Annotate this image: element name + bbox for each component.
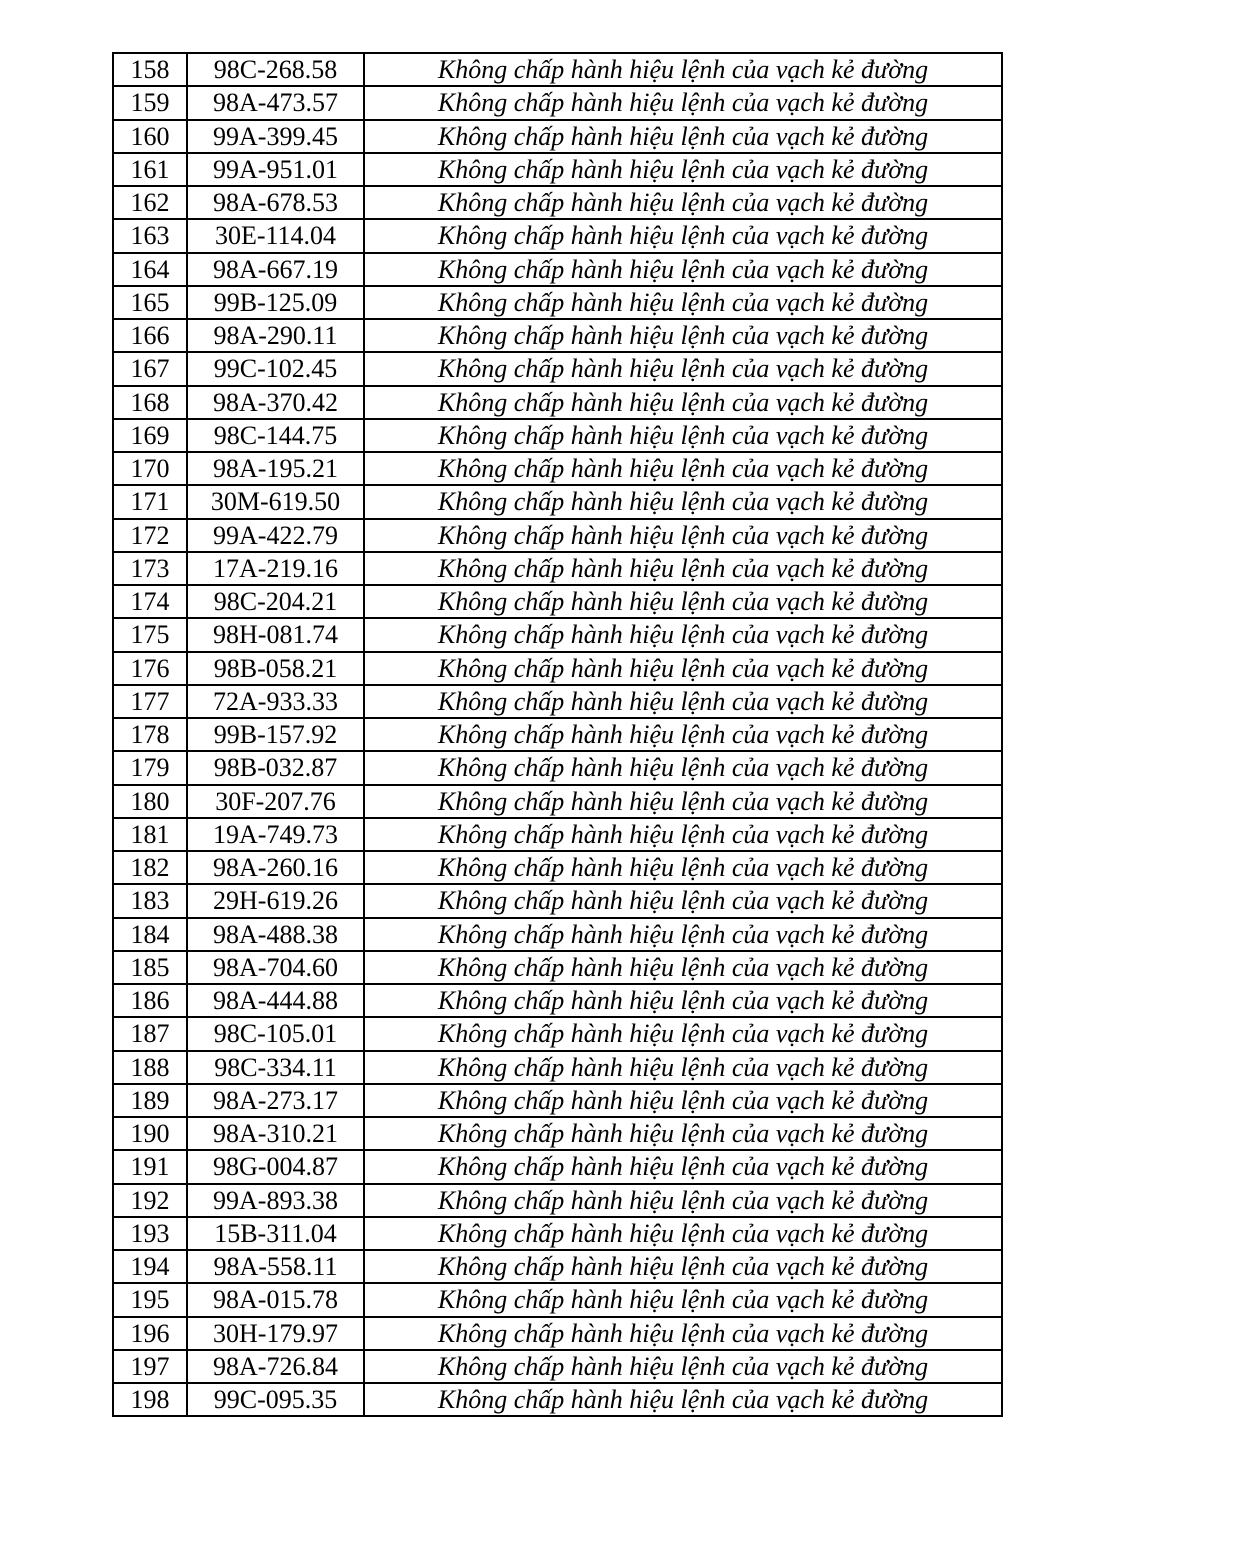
row-number-cell: 193	[113, 1217, 187, 1250]
row-number-cell: 168	[113, 386, 187, 419]
row-number-cell: 175	[113, 618, 187, 651]
row-number-cell: 169	[113, 419, 187, 452]
license-plate-cell: 98B-032.87	[187, 751, 364, 784]
violation-cell: Không chấp hành hiệu lệnh của vạch kẻ đường	[364, 186, 1002, 219]
license-plate-cell: 98A-273.17	[187, 1084, 364, 1117]
license-plate-cell: 98C-105.01	[187, 1017, 364, 1050]
row-number-cell: 163	[113, 219, 187, 252]
license-plate-cell: 99C-095.35	[187, 1383, 364, 1416]
row-number-cell: 167	[113, 352, 187, 385]
license-plate-cell: 98A-558.11	[187, 1250, 364, 1283]
table-row	[113, 818, 1002, 851]
violation-cell: Không chấp hành hiệu lệnh của vạch kẻ đường	[364, 785, 1002, 818]
row-number-cell: 179	[113, 751, 187, 784]
row-number-cell: 178	[113, 718, 187, 751]
violation-cell: Không chấp hành hiệu lệnh của vạch kẻ đường	[364, 1117, 1002, 1150]
table-row	[113, 219, 1002, 252]
violation-cell: Không chấp hành hiệu lệnh của vạch kẻ đường	[364, 452, 1002, 485]
violation-cell: Không chấp hành hiệu lệnh của vạch kẻ đường	[364, 1150, 1002, 1183]
violation-cell: Không chấp hành hiệu lệnh của vạch kẻ đường	[364, 585, 1002, 618]
violation-cell: Không chấp hành hiệu lệnh của vạch kẻ đường	[364, 1283, 1002, 1316]
violation-cell: Không chấp hành hiệu lệnh của vạch kẻ đường	[364, 153, 1002, 186]
violation-cell: Không chấp hành hiệu lệnh của vạch kẻ đường	[364, 319, 1002, 352]
violation-cell: Không chấp hành hiệu lệnh của vạch kẻ đường	[364, 253, 1002, 286]
row-number-cell: 189	[113, 1084, 187, 1117]
table-row	[113, 1317, 1002, 1350]
table-row	[113, 984, 1002, 1017]
row-number-cell: 191	[113, 1150, 187, 1183]
violation-cell: Không chấp hành hiệu lệnh của vạch kẻ đường	[364, 219, 1002, 252]
row-number-cell: 195	[113, 1283, 187, 1316]
license-plate-cell: 98A-290.11	[187, 319, 364, 352]
row-number-cell: 190	[113, 1117, 187, 1150]
table-row	[113, 652, 1002, 685]
row-number-cell: 173	[113, 552, 187, 585]
row-number-cell: 192	[113, 1184, 187, 1217]
license-plate-cell: 99A-399.45	[187, 120, 364, 153]
license-plate-cell: 30F-207.76	[187, 785, 364, 818]
violation-cell: Không chấp hành hiệu lệnh của vạch kẻ đường	[364, 652, 1002, 685]
violation-cell: Không chấp hành hiệu lệnh của vạch kẻ đường	[364, 751, 1002, 784]
violation-cell: Không chấp hành hiệu lệnh của vạch kẻ đường	[364, 552, 1002, 585]
row-number-cell: 160	[113, 120, 187, 153]
license-plate-cell: 98A-015.78	[187, 1283, 364, 1316]
table-row	[113, 951, 1002, 984]
table-body	[113, 53, 1002, 1416]
row-number-cell: 183	[113, 884, 187, 917]
license-plate-cell: 29H-619.26	[187, 884, 364, 917]
table-row	[113, 1184, 1002, 1217]
row-number-cell: 170	[113, 452, 187, 485]
license-plate-cell: 98H-081.74	[187, 618, 364, 651]
license-plate-cell: 98C-334.11	[187, 1051, 364, 1084]
violation-cell: Không chấp hành hiệu lệnh của vạch kẻ đường	[364, 951, 1002, 984]
table-row	[113, 519, 1002, 552]
row-number-cell: 188	[113, 1051, 187, 1084]
table-row	[113, 1150, 1002, 1183]
license-plate-cell: 98C-204.21	[187, 585, 364, 618]
license-plate-cell: 17A-219.16	[187, 552, 364, 585]
row-number-cell: 166	[113, 319, 187, 352]
license-plate-cell: 98A-726.84	[187, 1350, 364, 1383]
license-plate-cell: 15B-311.04	[187, 1217, 364, 1250]
table-row	[113, 86, 1002, 119]
row-number-cell: 186	[113, 984, 187, 1017]
table-row	[113, 618, 1002, 651]
violation-cell: Không chấp hành hiệu lệnh của vạch kẻ đường	[364, 1250, 1002, 1283]
violation-cell: Không chấp hành hiệu lệnh của vạch kẻ đường	[364, 1217, 1002, 1250]
violation-cell: Không chấp hành hiệu lệnh của vạch kẻ đường	[364, 884, 1002, 917]
violation-cell: Không chấp hành hiệu lệnh của vạch kẻ đường	[364, 352, 1002, 385]
license-plate-cell: 98C-268.58	[187, 53, 364, 86]
violation-cell: Không chấp hành hiệu lệnh của vạch kẻ đường	[364, 1051, 1002, 1084]
table-row	[113, 485, 1002, 518]
license-plate-cell: 98A-488.38	[187, 918, 364, 951]
table-row	[113, 352, 1002, 385]
table-row	[113, 1117, 1002, 1150]
violation-cell: Không chấp hành hiệu lệnh của vạch kẻ đường	[364, 53, 1002, 86]
row-number-cell: 187	[113, 1017, 187, 1050]
table-row	[113, 186, 1002, 219]
row-number-cell: 176	[113, 652, 187, 685]
violation-cell: Không chấp hành hiệu lệnh của vạch kẻ đường	[364, 1383, 1002, 1416]
row-number-cell: 182	[113, 851, 187, 884]
table-row	[113, 1217, 1002, 1250]
license-plate-cell: 98G-004.87	[187, 1150, 364, 1183]
violation-cell: Không chấp hành hiệu lệnh của vạch kẻ đường	[364, 86, 1002, 119]
violation-cell: Không chấp hành hiệu lệnh của vạch kẻ đường	[364, 419, 1002, 452]
violation-cell: Không chấp hành hiệu lệnh của vạch kẻ đường	[364, 286, 1002, 319]
row-number-cell: 180	[113, 785, 187, 818]
table-row	[113, 452, 1002, 485]
license-plate-cell: 98A-260.16	[187, 851, 364, 884]
table-row	[113, 253, 1002, 286]
violation-cell: Không chấp hành hiệu lệnh của vạch kẻ đường	[364, 519, 1002, 552]
table-row	[113, 785, 1002, 818]
violation-cell: Không chấp hành hiệu lệnh của vạch kẻ đường	[364, 1317, 1002, 1350]
table-row	[113, 1051, 1002, 1084]
license-plate-cell: 98A-370.42	[187, 386, 364, 419]
violation-cell: Không chấp hành hiệu lệnh của vạch kẻ đường	[364, 918, 1002, 951]
license-plate-cell: 72A-933.33	[187, 685, 364, 718]
table-row	[113, 585, 1002, 618]
license-plate-cell: 99A-422.79	[187, 519, 364, 552]
table-row	[113, 120, 1002, 153]
violation-cell: Không chấp hành hiệu lệnh của vạch kẻ đường	[364, 485, 1002, 518]
violation-cell: Không chấp hành hiệu lệnh của vạch kẻ đường	[364, 718, 1002, 751]
table-row	[113, 1383, 1002, 1416]
license-plate-cell: 19A-749.73	[187, 818, 364, 851]
license-plate-cell: 98A-195.21	[187, 452, 364, 485]
row-number-cell: 171	[113, 485, 187, 518]
license-plate-cell: 98A-444.88	[187, 984, 364, 1017]
license-plate-cell: 98A-473.57	[187, 86, 364, 119]
violation-cell: Không chấp hành hiệu lệnh của vạch kẻ đường	[364, 386, 1002, 419]
table-row	[113, 718, 1002, 751]
license-plate-cell: 30E-114.04	[187, 219, 364, 252]
violation-cell: Không chấp hành hiệu lệnh của vạch kẻ đường	[364, 851, 1002, 884]
violation-cell: Không chấp hành hiệu lệnh của vạch kẻ đường	[364, 685, 1002, 718]
table-row	[113, 1283, 1002, 1316]
violation-cell: Không chấp hành hiệu lệnh của vạch kẻ đường	[364, 618, 1002, 651]
row-number-cell: 177	[113, 685, 187, 718]
row-number-cell: 162	[113, 186, 187, 219]
row-number-cell: 158	[113, 53, 187, 86]
table-row	[113, 851, 1002, 884]
row-number-cell: 196	[113, 1317, 187, 1350]
violation-cell: Không chấp hành hiệu lệnh của vạch kẻ đường	[364, 1084, 1002, 1117]
license-plate-cell: 98A-704.60	[187, 951, 364, 984]
license-plate-cell: 99A-893.38	[187, 1184, 364, 1217]
license-plate-cell: 98A-310.21	[187, 1117, 364, 1150]
license-plate-cell: 98A-667.19	[187, 253, 364, 286]
violation-cell: Không chấp hành hiệu lệnh của vạch kẻ đường	[364, 818, 1002, 851]
row-number-cell: 194	[113, 1250, 187, 1283]
table-row	[113, 552, 1002, 585]
license-plate-cell: 99A-951.01	[187, 153, 364, 186]
row-number-cell: 164	[113, 253, 187, 286]
license-plate-cell: 99B-157.92	[187, 718, 364, 751]
violation-cell: Không chấp hành hiệu lệnh của vạch kẻ đường	[364, 984, 1002, 1017]
table-row	[113, 419, 1002, 452]
violation-cell: Không chấp hành hiệu lệnh của vạch kẻ đường	[364, 1350, 1002, 1383]
table-row	[113, 286, 1002, 319]
license-plate-cell: 98A-678.53	[187, 186, 364, 219]
row-number-cell: 161	[113, 153, 187, 186]
table-row	[113, 1350, 1002, 1383]
table-row	[113, 386, 1002, 419]
row-number-cell: 197	[113, 1350, 187, 1383]
table-row	[113, 53, 1002, 86]
row-number-cell: 159	[113, 86, 187, 119]
table-row	[113, 1250, 1002, 1283]
row-number-cell: 198	[113, 1383, 187, 1416]
license-plate-cell: 98C-144.75	[187, 419, 364, 452]
table-row	[113, 884, 1002, 917]
violation-cell: Không chấp hành hiệu lệnh của vạch kẻ đường	[364, 1017, 1002, 1050]
table-row	[113, 153, 1002, 186]
table-row	[113, 1084, 1002, 1117]
license-plate-cell: 30M-619.50	[187, 485, 364, 518]
license-plate-cell: 99C-102.45	[187, 352, 364, 385]
table-row	[113, 1017, 1002, 1050]
row-number-cell: 184	[113, 918, 187, 951]
violation-cell: Không chấp hành hiệu lệnh của vạch kẻ đường	[364, 1184, 1002, 1217]
table-row	[113, 319, 1002, 352]
row-number-cell: 174	[113, 585, 187, 618]
license-plate-cell: 99B-125.09	[187, 286, 364, 319]
license-plate-cell: 30H-179.97	[187, 1317, 364, 1350]
license-plate-cell: 98B-058.21	[187, 652, 364, 685]
violation-table	[112, 52, 1003, 1417]
violation-cell: Không chấp hành hiệu lệnh của vạch kẻ đường	[364, 120, 1002, 153]
row-number-cell: 185	[113, 951, 187, 984]
table-row	[113, 685, 1002, 718]
table-row	[113, 918, 1002, 951]
row-number-cell: 172	[113, 519, 187, 552]
row-number-cell: 165	[113, 286, 187, 319]
row-number-cell: 181	[113, 818, 187, 851]
table-row	[113, 751, 1002, 784]
